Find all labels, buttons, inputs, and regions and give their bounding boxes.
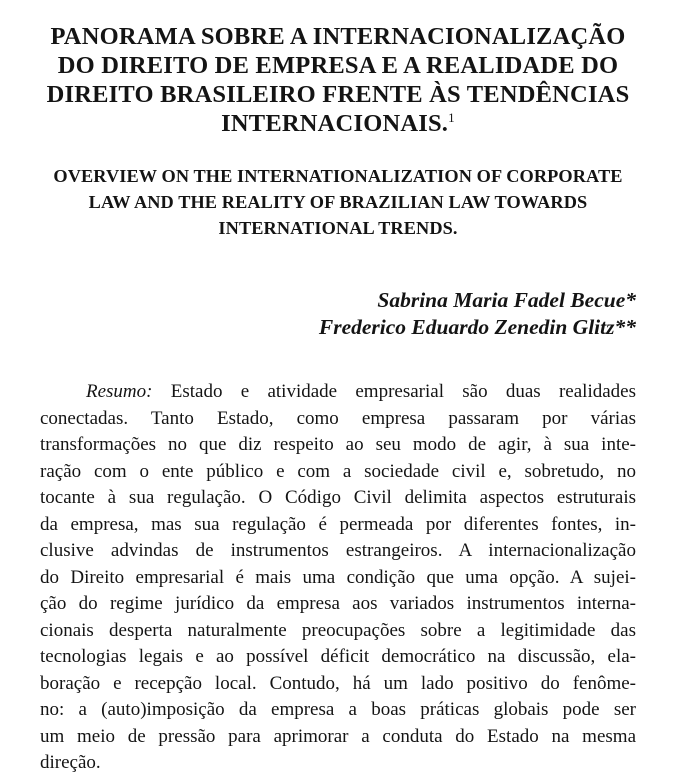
- resumo-label: Resumo:: [86, 381, 153, 402]
- authors-block: [40, 287, 636, 341]
- abstract-line-text: da empresa, mas sua regulação é permeada por diferentes fontes, in-: [40, 513, 636, 535]
- abstract-line-text: tocante à sua regulação. O Código Civil delimita aspectos estruturais: [40, 487, 636, 508]
- abstract-line-text: tecnologias legais e ao possível déficit democrático na discussão, ela-: [40, 646, 636, 667]
- abstract-line-text: Estado e atividade empresarial são duas realidades: [152, 381, 636, 402]
- abstract-line-text: cionais desperta naturalmente preocupações sobre a legitimidade das: [40, 619, 636, 641]
- abstract-line: [40, 485, 636, 512]
- abstract-line: [40, 644, 636, 671]
- title-line-text: INTERNATIONAL TRENDS.: [218, 218, 458, 238]
- abstract-line: [40, 459, 636, 486]
- author-name: Frederico Eduardo Zenedin Glitz: [318, 315, 615, 339]
- abstract-line: [40, 591, 636, 618]
- abstract-line-text: do Direito empresarial é mais uma condição que uma opção. A sujei-: [40, 566, 636, 588]
- abstract-line: [40, 432, 636, 459]
- author-line: [40, 314, 636, 341]
- title-line: [40, 163, 636, 189]
- title-line-text: LAW AND THE REALITY OF BRAZILIAN LAW TOWARDS: [88, 192, 588, 212]
- abstract-line: [40, 538, 636, 565]
- abstract-line-text: transformações no que diz respeito ao seu modo de agir, à sua inte-: [40, 434, 636, 455]
- author-name: Sabrina Maria Fadel Becue: [377, 288, 626, 312]
- title-line-text: DO DIREITO DE EMPRESA E A REALIDADE DO: [57, 52, 619, 79]
- abstract-line-text: clusive advindas de instrumentos estrangeiros. A internacionalização: [40, 540, 636, 561]
- abstract-line: [40, 406, 636, 433]
- title-line: [40, 215, 636, 241]
- author-line: [40, 287, 636, 314]
- title-line: [40, 80, 636, 109]
- abstract-line-text: ração com o ente público e com a sociedade civil e, sobretudo, no: [40, 460, 636, 482]
- abstract-line: [40, 379, 636, 406]
- abstract-line: [40, 565, 636, 592]
- abstract-line-text: ção do regime jurídico da empresa aos variados instrumentos interna-: [40, 593, 636, 614]
- title-line-text: OVERVIEW ON THE INTERNATIONALIZATION OF CORPORATE: [53, 166, 623, 186]
- abstract-line: [40, 618, 636, 645]
- abstract-line: [40, 512, 636, 539]
- abstract-line-text: boração e recepção local. Contudo, há um lado positivo do fenôme-: [40, 672, 636, 694]
- title-line: [40, 51, 636, 80]
- abstract-line: [40, 697, 636, 724]
- abstract-line: [40, 750, 636, 777]
- abstract-line-text: um meio de pressão para aprimorar a conduta do Estado na mesma: [40, 725, 636, 747]
- abstract-line-text: conectadas. Tanto Estado, como empresa passaram por várias: [40, 407, 636, 429]
- title-portuguese: [40, 22, 636, 138]
- abstract-line: [40, 724, 636, 751]
- title-line: [40, 109, 636, 138]
- author-footnote-marker: *: [625, 288, 636, 312]
- title-line-text: PANORAMA SOBRE A INTERNACIONALIZAÇÃO: [50, 23, 626, 50]
- title-line-text: DIREITO BRASILEIRO FRENTE ÀS TENDÊNCIAS: [46, 81, 630, 108]
- footnote-marker: 1: [448, 109, 455, 125]
- title-line-text: INTERNACIONAIS.: [221, 110, 449, 137]
- title-english: [40, 163, 636, 241]
- abstract-line-text: direção.: [40, 752, 101, 773]
- abstract-paragraph: [40, 379, 636, 777]
- abstract-line-text: no: a (auto)imposição da empresa a boas práticas globais pode ser: [40, 699, 636, 720]
- author-footnote-marker: **: [614, 315, 636, 339]
- title-line: [40, 189, 636, 215]
- title-line: [40, 22, 636, 51]
- abstract-line: [40, 671, 636, 698]
